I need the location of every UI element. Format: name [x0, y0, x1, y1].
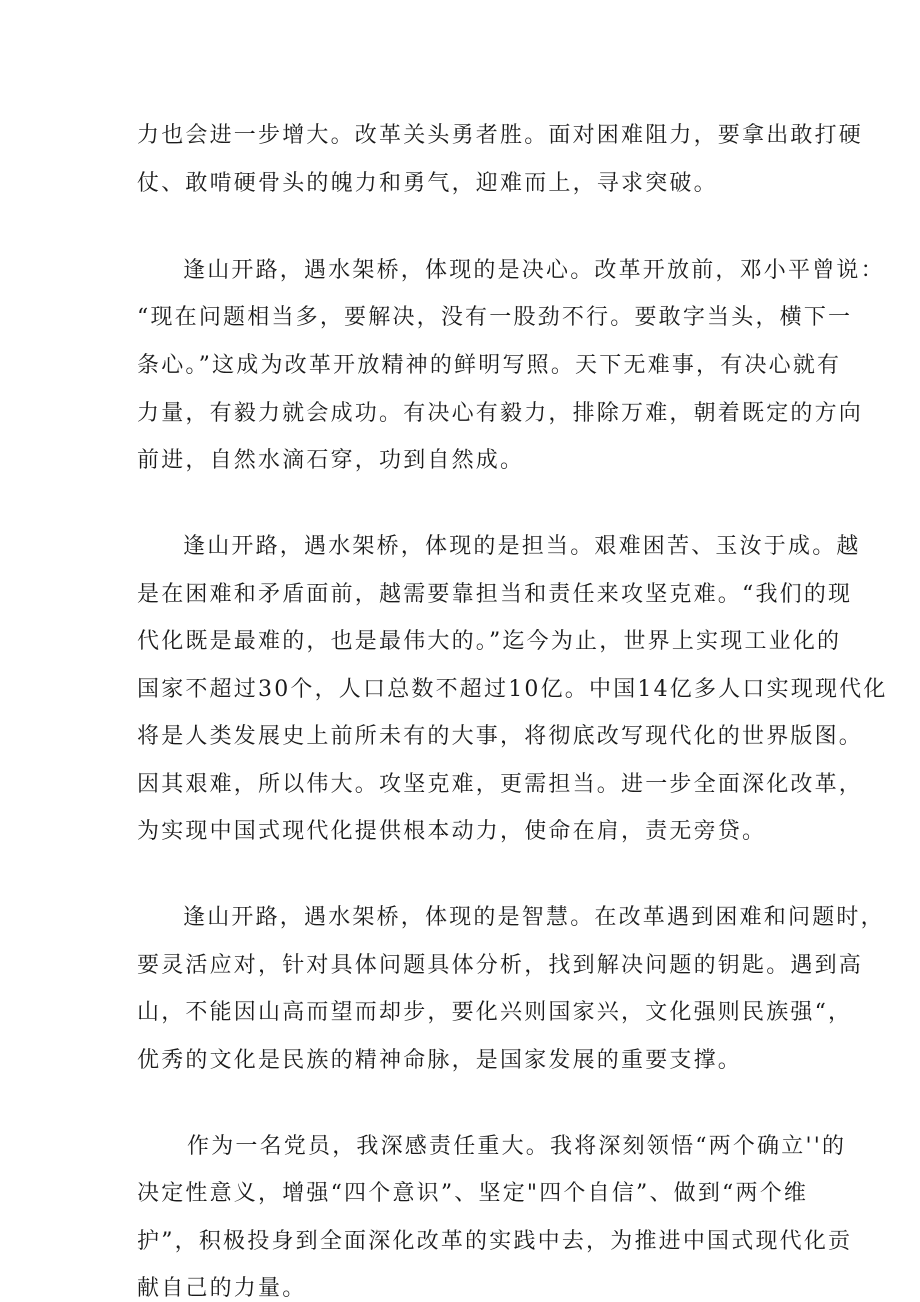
text-line: 为实现中国式现代化提供根本动力，使命在肩，责无旁贷。	[137, 819, 767, 844]
text-line: 力量，有毅力就会成功。有决心有毅力，排除万难，朝着既定的方向	[137, 401, 864, 426]
text-line: 力也会进一步增大。改革关头勇者胜。面对困难阻力，要拿出敢打硬	[137, 123, 864, 148]
text-line: 代化既是最难的，也是最伟大的。”迄今为止，世界上实现工业化的	[137, 629, 842, 654]
text-line: 山，不能因山高而望而却步，要化兴则国家兴，文化强则民族强“，	[137, 1000, 853, 1025]
text-line: 献自己的力量。	[137, 1276, 307, 1301]
text-line: 条心。”这成为改革开放精神的鲜明写照。天下无难事，有决心就有	[137, 353, 842, 378]
text-line: 国家不超过30个，人口总数不超过10亿。中国14亿多人口实现现代化	[137, 677, 888, 702]
text-line: 将是人类发展史上前所未有的大事，将彻底改写现代化的世界版图。	[137, 724, 864, 749]
text-line: 前进，自然水滴石穿，功到自然成。	[137, 448, 525, 473]
text-line: 因其艰难，所以伟大。攻坚克难，更需担当。进一步全面深化改革，	[137, 772, 864, 797]
text-line: 逢山开路，遇水架桥，体现的是智慧。在改革遇到困难和问题时，	[183, 905, 885, 930]
text-line: 决定性意义，增强“四个意识”、坚定"四个自信”、做到“两个维	[137, 1181, 809, 1206]
text-line: 是在困难和矛盾面前，越需要靠担当和责任来攻坚克难。“我们的现	[137, 582, 853, 607]
text-line: 要灵活应对，针对具体问题具体分析，找到解决问题的钥匙。遇到高	[137, 953, 864, 978]
text-line: 逢山开路，遇水架桥，体现的是决心。改革开放前，邓小平曾说：	[183, 258, 885, 283]
text-line: “现在问题相当多，要解决，没有一股劲不行。要敢字当头，横下一	[137, 305, 853, 330]
text-line: 逢山开路，遇水架桥，体现的是担当。艰难困苦、玉汝于成。越	[183, 534, 861, 559]
text-line: 仗、敢啃硬骨头的魄力和勇气，迎难而上，寻求突破。	[137, 171, 718, 196]
text-line: 优秀的文化是民族的精神命脉，是国家发展的重要支撑。	[137, 1048, 743, 1073]
text-line: 护”，积极投身到全面深化改革的实践中去，为推进中国式现代化贡	[137, 1229, 853, 1254]
text-line: 作为一名党员，我深感责任重大。我将深刻领悟“两个确立''的	[187, 1134, 847, 1159]
